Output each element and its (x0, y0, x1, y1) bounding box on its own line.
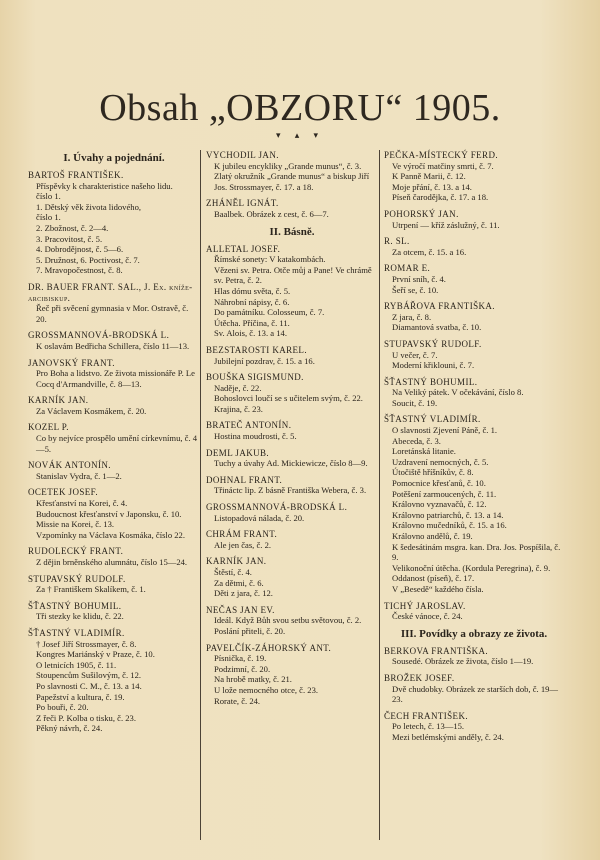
entry-line: 4. Dobrodějnost, č. 5—6. (36, 244, 124, 255)
entry-author: BEZSTAROSTI KAREL. (206, 344, 307, 355)
entry-line: Diamantová svatba, č. 10. (392, 322, 482, 333)
toc-column-2 (206, 150, 378, 712)
entry-line: Stanislav Vydra, č. 1—2. (36, 470, 122, 481)
section-heading: II. Básně. (269, 225, 315, 238)
entry-line: Na Veliký pátek. V očekávání, číslo 8. (392, 387, 524, 398)
entry-line: V „Besedě“ každého čísla. (392, 583, 484, 594)
title-ornament: ▾ ▴ ▾ (275, 130, 325, 140)
entry-author: NEČAS JAN EV. (206, 604, 275, 615)
entry-line: Děti z jara, č. 12. (214, 588, 273, 599)
entry-author: BOUŠKA SIGISMUND. (206, 372, 304, 383)
entry-line: První sníh, č. 4. (392, 273, 446, 284)
entry-author: CHRÁM FRANT. (206, 529, 278, 540)
entry-line: Písnička, č. 19. (214, 653, 267, 664)
entry-line: Hlas dómu světa, č. 5. (214, 285, 291, 296)
entry-line: Útočiště hříšníkův, č. 8. (392, 467, 474, 478)
entry-line: Co by nejvíce prospělo umění církevnímu, č. 4—5. (36, 433, 198, 454)
entry-line: Tuchy a úvahy Ad. Mickiewicze, číslo 8—9. (214, 458, 368, 469)
toc-entry (206, 529, 378, 550)
entry-author: ŠŤASTNÝ VLADIMÍR. (28, 627, 125, 638)
toc-entry (206, 475, 378, 496)
toc-entry (28, 330, 200, 351)
entry-line: † Josef Jiří Strossmayer, č. 8. (36, 638, 137, 649)
section-heading: I. Úvahy a pojednání. (63, 152, 165, 164)
entry-author: ŠŤASTNÝ BOHUMIL. (384, 376, 478, 387)
entry-line: Pomocnice křesťanů, č. 10. (392, 478, 486, 489)
entry-line: Královno mučedníků, č. 15. a 16. (392, 520, 507, 531)
entry-line: Velikonoční útěcha. (Kordula Peregrina), č. 9. (392, 562, 551, 573)
toc-entry (28, 460, 200, 481)
entry-author: DEML JAKUB. (206, 447, 270, 458)
toc-entry (28, 358, 200, 390)
entry-line: Soucit, č. 19. (392, 397, 438, 408)
entry-line: Tři stezky ke klidu, č. 22. (36, 611, 124, 622)
entry-line: Křesťanství na Korei, č. 4. (36, 498, 128, 509)
entry-line: 5. Družnost, 6. Poctivost, č. 7. (36, 254, 140, 265)
entry-line: Potěšení zarmoucených, č. 11. (392, 488, 497, 499)
entry-line: Z jara, č. 8. (392, 311, 432, 322)
entry-line: Šeří se, č. 10. (392, 284, 439, 295)
entry-author: GROSSMANNOVÁ-BRODSKÁ L. (28, 330, 170, 341)
toc-entry (384, 301, 564, 333)
entry-author: KOZEL P. (28, 422, 69, 433)
toc-entry (28, 546, 200, 567)
entry-line: Z řeči P. Kolba o tisku, č. 23. (36, 712, 137, 723)
toc-entry (28, 282, 200, 324)
entry-line: Uzdravení nemocných, č. 5. (392, 456, 489, 467)
entry-author: VYCHODIL JAN. (206, 150, 279, 160)
entry-line: Na hrobě matky, č. 21. (214, 674, 292, 685)
entry-line: Loretánská litanie. (392, 446, 456, 457)
toc-entry (384, 236, 564, 257)
entry-line: Sousedé. Obrázek ze života, číslo 1—19. (392, 656, 534, 667)
entry-line: Moje přání, č. 13. a 14. (392, 181, 472, 192)
toc-entry (384, 711, 564, 743)
toc-entry (28, 170, 200, 276)
entry-author: KARNÍK JAN. (206, 556, 267, 567)
toc-column-1 (28, 150, 200, 740)
entry-line: Z dějin brněnského alumnátu, číslo 15—24. (36, 557, 188, 567)
toc-entry (28, 395, 200, 416)
entry-line: 7. Mravopočestnost, č. 8. (36, 265, 123, 276)
entry-author: ŠŤASTNÝ BOHUMIL. (28, 600, 122, 611)
entry-author: KARNÍK JAN. (28, 395, 89, 406)
toc-entry (384, 646, 564, 667)
toc-entry (206, 372, 378, 414)
toc-entry (384, 263, 564, 295)
entry-line: Za Václavem Kosmákem, č. 20. (36, 405, 147, 416)
toc-entry (206, 244, 378, 339)
entry-author: RUDOLECKÝ FRANT. (28, 546, 124, 557)
entry-line: Rorate, č. 24. (214, 695, 261, 706)
entry-line: K šedesátinám msgra. kan. Dra. Jos. Pospíšila, č. 9. (392, 541, 561, 563)
entry-line: 1. Dětský věk života lidového, (36, 201, 142, 212)
toc-entry (206, 556, 378, 598)
toc-entry (206, 150, 378, 192)
entry-line: Do památníku. Colosseum, č. 7. (214, 307, 325, 318)
entry-author: R. SL. (384, 236, 410, 247)
toc-entry (206, 643, 378, 707)
entry-line: Vězeni sv. Petra. Otče můj a Pane! Ve chrámě sv. Petra, č. 2. (214, 264, 372, 286)
entry-author: ŠŤASTNÝ VLADIMÍR. (384, 414, 481, 425)
entry-line: Oddanost (píseň), č. 17. (392, 573, 475, 584)
toc-entry (206, 605, 378, 637)
entry-line: Stoupencům Sušilovým, č. 12. (36, 670, 142, 681)
column-divider (379, 150, 380, 840)
entry-line: K Panně Marii, č. 12. (392, 171, 466, 182)
entry-line: Příspěvky k charakteristice našeho lidu. (36, 180, 173, 191)
entry-author: ZHÁNĚL IGNÁT. (206, 198, 279, 209)
toc-entry (384, 209, 564, 230)
entry-line: Sv. Alois, č. 13. a 14. (214, 328, 287, 339)
entry-line: Ale jen čas, č. 2. (214, 539, 272, 550)
entry-line: Za dětmi, č. 6. (214, 577, 264, 588)
toc-entry (28, 601, 200, 622)
entry-line: K jubileu encykliky „Grande munus“, č. 3. (214, 160, 362, 171)
entry-author: ALLETAL JOSEF. (206, 243, 281, 254)
entry-line: Kongres Mariánský v Praze, č. 10. (36, 649, 155, 660)
entry-line: Za otcem, č. 15. a 16. (392, 246, 467, 257)
entry-line: Naděje, č. 22. (214, 382, 262, 393)
toc-column-3 (384, 150, 564, 749)
entry-line: Bohoslovci loučí se s učitelem svým, č. 22. (214, 393, 363, 404)
entry-line: K oslavám Bedřicha Schillera, číslo 11—13. (36, 340, 190, 351)
toc-entry (28, 487, 200, 540)
toc-entry (384, 414, 564, 594)
entry-line: Třináctc lip. Z básně Františka Webera, č. 3. (214, 485, 367, 496)
entry-line: Za † Františkem Skalíkem, č. 1. (36, 584, 146, 595)
entry-author: STUPAVSKÝ RUDOLF. (28, 573, 126, 584)
toc-entry (384, 339, 564, 371)
page-title: Obsah „OBZORU“ 1905. (99, 87, 501, 129)
entry-author: TICHÝ JAROSLAV. (384, 600, 466, 611)
entry-line: Královno vyznavačů, č. 12. (392, 499, 487, 510)
entry-line: O letnicích 1905, č. 11. (36, 659, 117, 670)
entry-line: Podzimní, č. 20. (214, 663, 271, 674)
entry-author: STUPAVSKÝ RUDOLF. (384, 338, 482, 349)
toc-entry (28, 574, 200, 595)
entry-author: BROŽEK JOSEF. (384, 672, 455, 683)
entry-line: Vzpomínky na Václava Kosmáka, číslo 22. (36, 529, 186, 540)
entry-line: Zlatý okružník „Grande munus“ a biskup Jiří Jos. Strossmayer, č. 17. a 18. (214, 171, 370, 192)
entry-line: Krajina, č. 23. (214, 403, 263, 414)
entry-line: Listopadová nálada, č. 20. (214, 512, 305, 523)
entry-author: OCETEK JOSEF. (28, 487, 98, 498)
section-heading: III. Povídky a obrazy ze života. (400, 627, 548, 640)
entry-line: Římské sonety: V katakombách. (214, 254, 326, 265)
entry-line: 2. Zbožnost, č. 2—4. (36, 222, 109, 233)
toc-entry (384, 601, 564, 622)
entry-line: Štěstí, č. 4. (214, 567, 252, 577)
entry-line: Královno patriarchů, č. 13. a 14. (392, 509, 504, 520)
entry-line: České vánoce, č. 24. (392, 611, 463, 622)
entry-author: DOHNAL FRANT. (206, 474, 283, 485)
toc-entry (28, 628, 200, 734)
entry-line: Po letech, č. 13—15. (392, 721, 465, 732)
entry-line: Utrpení — kříž záslužný, č. 11. (392, 219, 500, 230)
toc-entry (206, 345, 378, 366)
entry-line: Řeč při svěcení gymnasia v Mor. Ostravě, č. 20. (36, 303, 189, 324)
entry-author: POHORSKÝ JAN. (384, 208, 459, 219)
entry-author: GROSSMANNOVÁ-BRODSKÁ L. (206, 502, 348, 513)
entry-line: Baalbek. Obrázek z cest, č. 6—7. (214, 208, 329, 219)
toc-entry (206, 420, 378, 441)
entry-line: Budoucnost křesťanství v Japonsku, č. 10. (36, 508, 182, 519)
entry-author: PEČKA-MÍSTECKÝ FERD. (384, 150, 499, 160)
entry-author: ROMAR E. (384, 263, 431, 274)
toc-entry (384, 377, 564, 409)
entry-line: Papežství a kultura, č. 19. (36, 691, 125, 702)
entry-line: Moderní křiklouni, č. 7. (392, 360, 475, 371)
entry-line: číslo 1. (36, 212, 61, 223)
entry-line: Missie na Korei, č. 13. (36, 519, 115, 530)
entry-line: Abeceda, č. 3. (392, 435, 441, 446)
entry-line: Dvě chudobky. Obrázek ze starších dob, č. 19—23. (392, 683, 559, 705)
entry-line: Jubilejní pozdrav, č. 15. a 16. (214, 355, 315, 366)
toc-entry (206, 502, 378, 523)
entry-line: Mezi betlémskými anděly, č. 24. (392, 731, 504, 742)
entry-line: Ve výročí matčiny smrti, č. 7. (392, 160, 494, 171)
toc-entry (384, 150, 564, 203)
entry-line: Po bouři, č. 20. (36, 702, 89, 713)
entry-author: RYBÁŘOVA FRANTIŠKA. (384, 301, 495, 312)
entry-line: U večer, č. 7. (392, 349, 438, 360)
entry-line: Píseň čarodějka, č. 17. a 18. (392, 192, 489, 203)
entry-line: U lože nemocného otce, č. 23. (214, 684, 319, 695)
entry-line: Ideál. Když Bůh svou setbu světovou, č. 2. (214, 615, 362, 626)
toc-entry (28, 422, 200, 454)
entry-author: BRATEČ ANTONÍN. (206, 420, 292, 431)
entry-line: Pro Boha a lidstvo. Ze života missionáře P. Le Cocq d'Armandville, č. 8—13. (36, 368, 195, 389)
entry-line: Útěcha. Příčina, č. 11. (214, 317, 290, 328)
entry-line: Po slavnosti C. M., č. 13. a 14. (36, 680, 142, 691)
entry-author: NOVÁK ANTONÍN. (28, 460, 111, 471)
toc-entry (384, 673, 564, 705)
entry-line: Poslání přiteli, č. 20. (214, 625, 286, 636)
entry-author: DR. BAUER FRANT. SAL., J. Ex. kníže-arcibiskup. (28, 281, 193, 303)
entry-author: PAVELČÍK-ZÁHORSKÝ ANT. (206, 642, 332, 653)
column-divider (200, 150, 201, 840)
entry-author: BARTOŠ FRANTIŠEK. (28, 170, 124, 180)
entry-author: BERKOVA FRANTIŠKA. (384, 645, 489, 656)
entry-line: Pěkný návrh, č. 24. (36, 723, 103, 734)
entry-line: Královno andělů, č. 19. (392, 531, 473, 541)
entry-line: Náhrobní nápisy, č. 6. (214, 296, 290, 307)
toc-entry (206, 198, 378, 219)
entry-line: O slavnosti Zjevení Páně, č. 1. (392, 425, 498, 436)
entry-line: Hostina moudrosti, č. 5. (214, 431, 297, 442)
entry-author: ČECH FRANTIŠEK. (384, 710, 469, 721)
entry-line: 3. Pracovitost, č. 5. (36, 233, 103, 244)
toc-entry (206, 448, 378, 469)
entry-author: JANOVSKÝ FRANT. (28, 357, 115, 368)
entry-line: číslo 1. (36, 191, 61, 202)
